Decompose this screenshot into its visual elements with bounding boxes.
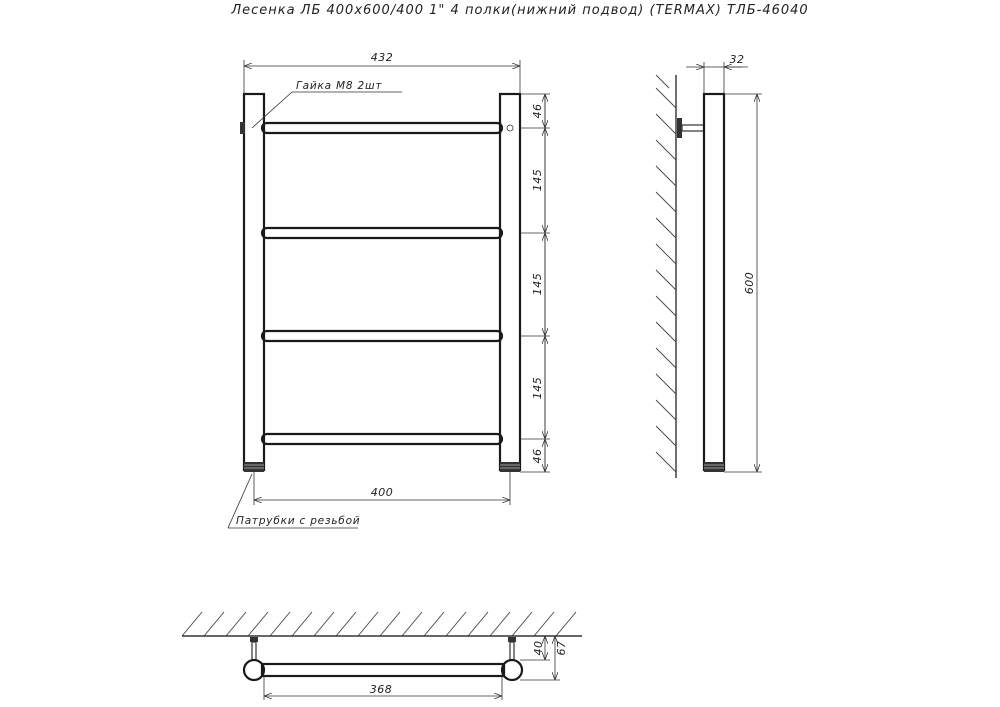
wall-hatching-side — [656, 75, 676, 472]
dim-spacing-2: 145 — [531, 272, 544, 296]
rung-1 — [262, 123, 502, 133]
wall-bracket — [677, 118, 704, 138]
side-view — [656, 53, 762, 478]
side-post — [704, 94, 724, 470]
drawing-title: Лесенка ЛБ 400х600/400 1" 4 полки(нижний подвод) (TERMAX) ТЛБ-46040 — [231, 3, 809, 18]
dim-overall-width: 432 — [370, 51, 394, 64]
dim-top-width: 368 — [369, 683, 393, 696]
dim-spacing-top: 46 — [531, 103, 544, 119]
wall-hatching-top — [182, 612, 576, 636]
rung-3 — [262, 331, 502, 341]
threaded-pipe-right — [500, 462, 520, 472]
dim-offset-inner: 40 — [532, 640, 545, 656]
threaded-pipe-left — [244, 462, 264, 472]
front-view — [228, 51, 550, 528]
dim-height: 600 — [743, 271, 756, 295]
left-post — [244, 94, 264, 470]
right-post — [500, 94, 520, 470]
dim-spacing-3: 145 — [531, 376, 544, 400]
top-bracket-right — [508, 637, 516, 660]
nut-label: Гайка М8 2шт — [296, 80, 383, 92]
dim-depth: 32 — [729, 53, 745, 66]
top-view — [182, 612, 582, 700]
top-bracket-left — [250, 637, 258, 660]
dim-offset-outer: 67 — [555, 640, 568, 656]
dim-bottom-width: 400 — [370, 486, 394, 499]
nut-right — [507, 125, 513, 131]
rung-2 — [262, 228, 502, 238]
pipe-label: Патрубки с резьбой — [236, 515, 361, 527]
side-threaded-pipe — [704, 462, 724, 472]
dim-spacing-1: 145 — [531, 168, 544, 192]
nut-left — [240, 122, 245, 134]
top-rung — [262, 664, 504, 676]
dim-spacing-bottom: 46 — [531, 448, 544, 464]
rung-4 — [262, 434, 502, 444]
